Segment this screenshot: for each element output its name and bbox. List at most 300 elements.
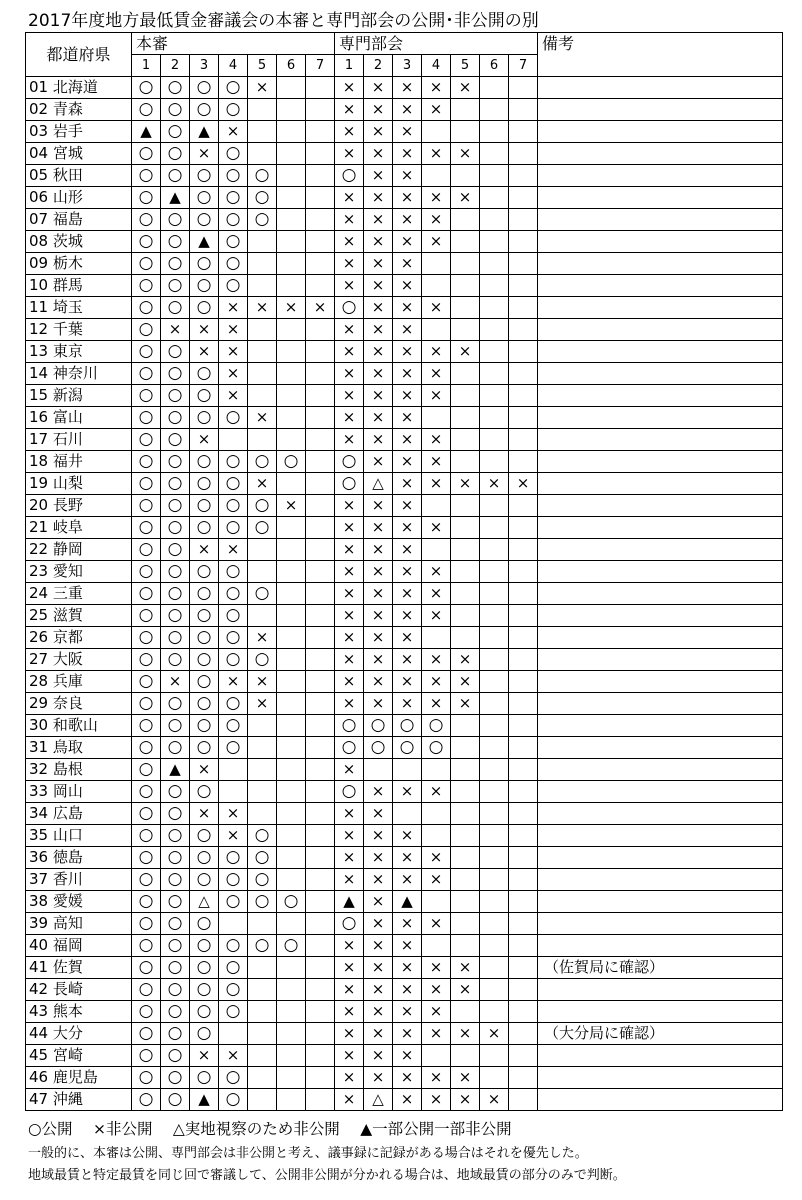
- senmon-cell: ×: [393, 407, 422, 429]
- honshin-cell: [277, 187, 306, 209]
- senmon-cell: [451, 209, 480, 231]
- senmon-cell: [480, 77, 509, 99]
- senmon-cell: [451, 1045, 480, 1067]
- senmon-cell: [422, 627, 451, 649]
- senmon-cell: ×: [335, 99, 364, 121]
- honshin-cell: [277, 1045, 306, 1067]
- senmon-cell: ×: [393, 649, 422, 671]
- senmon-cell: ×: [364, 957, 393, 979]
- senmon-cell: ×: [364, 209, 393, 231]
- senmon-cell: ×: [393, 957, 422, 979]
- honshin-cell: ○: [161, 935, 190, 957]
- note-cell: [538, 605, 783, 627]
- note-cell: [538, 825, 783, 847]
- honshin-cell: [277, 209, 306, 231]
- prefecture-cell: 47 沖縄: [26, 1089, 132, 1111]
- honshin-cell: ○: [219, 869, 248, 891]
- honshin-cell: [277, 1067, 306, 1089]
- senmon-cell: [480, 825, 509, 847]
- senmon-cell: ×: [335, 231, 364, 253]
- senmon-cell: [451, 913, 480, 935]
- senmon-cell: ×: [335, 253, 364, 275]
- senmon-cell: ×: [422, 913, 451, 935]
- senmon-cell: [422, 803, 451, 825]
- honshin-cell: [277, 77, 306, 99]
- senmon-cell: ×: [364, 781, 393, 803]
- honshin-cell: ○: [190, 935, 219, 957]
- senmon-cell: ×: [509, 473, 538, 495]
- senmon-cell: [509, 319, 538, 341]
- senmon-cell: ×: [393, 693, 422, 715]
- senmon-cell: ○: [422, 737, 451, 759]
- honshin-cell: [306, 363, 335, 385]
- honshin-cell: ○: [132, 99, 161, 121]
- senmon-cell: [509, 1001, 538, 1023]
- honshin-cell: ○: [190, 473, 219, 495]
- senmon-cell: [480, 231, 509, 253]
- honshin-cell: [306, 979, 335, 1001]
- senmon-cell: ×: [422, 583, 451, 605]
- senmon-cell: [480, 649, 509, 671]
- honshin-cell: ○: [132, 605, 161, 627]
- prefecture-cell: 01 北海道: [26, 77, 132, 99]
- honshin-cell: ○: [161, 561, 190, 583]
- senmon-cell: ×: [422, 1001, 451, 1023]
- senmon-cell: [509, 957, 538, 979]
- honshin-cell: ×: [248, 407, 277, 429]
- note-cell: [538, 561, 783, 583]
- honshin-cell: [248, 957, 277, 979]
- senmon-cell: ×: [393, 539, 422, 561]
- senmon-cell: [509, 407, 538, 429]
- note-cell: [538, 583, 783, 605]
- honshin-cell: ×: [219, 341, 248, 363]
- senmon-cell: ×: [364, 605, 393, 627]
- honshin-cell: [277, 363, 306, 385]
- table-row: [26, 605, 783, 627]
- table-row: [26, 671, 783, 693]
- senmon-cell: ×: [364, 297, 393, 319]
- honshin-cell: ○: [132, 319, 161, 341]
- prefecture-cell: 28 兵庫: [26, 671, 132, 693]
- note-cell: [538, 913, 783, 935]
- senmon-cell: ×: [335, 693, 364, 715]
- senmon-cell: [422, 1045, 451, 1067]
- honshin-cell: ○: [161, 473, 190, 495]
- senmon-cell: ×: [364, 143, 393, 165]
- note-cell: [538, 473, 783, 495]
- honshin-cell: [248, 1045, 277, 1067]
- note-cell: [538, 319, 783, 341]
- senmon-cell: ×: [364, 825, 393, 847]
- honshin-cell: ▲: [161, 187, 190, 209]
- senmon-cell: ×: [364, 627, 393, 649]
- honshin-cell: ▲: [190, 231, 219, 253]
- note-cell: [538, 803, 783, 825]
- senmon-cell: ×: [422, 429, 451, 451]
- honshin-cell: ×: [248, 693, 277, 715]
- honshin-cell: ○: [190, 1067, 219, 1089]
- honshin-cell: [277, 1001, 306, 1023]
- note-cell: [538, 979, 783, 1001]
- prefecture-cell: 38 愛媛: [26, 891, 132, 913]
- honshin-cell: ×: [219, 319, 248, 341]
- senmon-cell: ×: [422, 781, 451, 803]
- senmon-cell: [509, 583, 538, 605]
- senmon-cell: ×: [335, 517, 364, 539]
- honshin-cell: ○: [277, 935, 306, 957]
- prefecture-cell: 14 神奈川: [26, 363, 132, 385]
- senmon-cell: △: [364, 473, 393, 495]
- honshin-cell: ○: [190, 1023, 219, 1045]
- honshin-cell: [306, 1067, 335, 1089]
- senmon-cell: [451, 99, 480, 121]
- honshin-cell: ×: [248, 473, 277, 495]
- senmon-cell: ×: [422, 517, 451, 539]
- senmon-cell: ×: [393, 187, 422, 209]
- senmon-cell: ×: [364, 385, 393, 407]
- honshin-cell: ×: [161, 671, 190, 693]
- honshin-cell: [277, 385, 306, 407]
- table-row: [26, 869, 783, 891]
- prefecture-cell: 36 徳島: [26, 847, 132, 869]
- senmon-cell: ×: [393, 627, 422, 649]
- senmon-cell: ×: [364, 803, 393, 825]
- honshin-cell: [219, 429, 248, 451]
- senmon-cell: ×: [364, 121, 393, 143]
- honshin-cell: [277, 649, 306, 671]
- senmon-cell: [509, 1067, 538, 1089]
- senmon-cell: ×: [393, 99, 422, 121]
- senmon-cell: [509, 1023, 538, 1045]
- honshin-cell: ○: [161, 891, 190, 913]
- senmon-cell: [509, 429, 538, 451]
- table-row: [26, 781, 783, 803]
- senmon-cell: ×: [335, 825, 364, 847]
- prefecture-cell: 13 東京: [26, 341, 132, 363]
- honshin-cell: ○: [219, 1067, 248, 1089]
- note-cell: [538, 385, 783, 407]
- prefecture-cell: 39 高知: [26, 913, 132, 935]
- honshin-cell: ○: [161, 913, 190, 935]
- senmon-cell: [480, 451, 509, 473]
- honshin-cell: ○: [219, 407, 248, 429]
- honshin-cell: ○: [248, 451, 277, 473]
- honshin-cell: [306, 1045, 335, 1067]
- senmon-cell: ×: [335, 1001, 364, 1023]
- honshin-cell: ○: [190, 253, 219, 275]
- prefecture-cell: 26 京都: [26, 627, 132, 649]
- senmon-cell: ×: [422, 671, 451, 693]
- senmon-cell: ○: [335, 473, 364, 495]
- table-row: [26, 583, 783, 605]
- senmon-cell: ×: [335, 1045, 364, 1067]
- honshin-cell: [248, 979, 277, 1001]
- honshin-cell: ○: [161, 979, 190, 1001]
- senmon-number-1: 1: [335, 55, 364, 77]
- honshin-cell: ×: [219, 297, 248, 319]
- table-row: [26, 759, 783, 781]
- honshin-cell: ○: [219, 253, 248, 275]
- note-cell: [538, 143, 783, 165]
- prefecture-cell: 07 福島: [26, 209, 132, 231]
- senmon-cell: ×: [393, 495, 422, 517]
- honshin-cell: ○: [161, 1001, 190, 1023]
- senmon-cell: ×: [364, 165, 393, 187]
- honshin-cell: [219, 913, 248, 935]
- senmon-cell: ×: [393, 297, 422, 319]
- senmon-cell: ×: [393, 143, 422, 165]
- honshin-cell: ○: [219, 891, 248, 913]
- table-row: [26, 627, 783, 649]
- senmon-cell: [480, 935, 509, 957]
- senmon-cell: [480, 605, 509, 627]
- note-cell: [538, 407, 783, 429]
- senmon-cell: ×: [393, 319, 422, 341]
- senmon-cell: ×: [422, 1067, 451, 1089]
- senmon-cell: [509, 781, 538, 803]
- honshin-cell: [306, 759, 335, 781]
- honshin-cell: ○: [132, 1045, 161, 1067]
- honshin-cell: ○: [132, 297, 161, 319]
- senmon-cell: [509, 99, 538, 121]
- senmon-cell: [509, 759, 538, 781]
- senmon-cell: [422, 121, 451, 143]
- senmon-cell: ×: [393, 385, 422, 407]
- honshin-cell: ○: [219, 627, 248, 649]
- honshin-cell: ×: [190, 539, 219, 561]
- honshin-cell: ○: [219, 847, 248, 869]
- senmon-cell: [509, 209, 538, 231]
- senmon-cell: ×: [393, 451, 422, 473]
- senmon-cell: ×: [335, 1067, 364, 1089]
- senmon-cell: [480, 517, 509, 539]
- honshin-cell: ○: [190, 1001, 219, 1023]
- prefecture-cell: 12 千葉: [26, 319, 132, 341]
- senmon-cell: [480, 627, 509, 649]
- note-cell: [538, 231, 783, 253]
- prefecture-cell: 05 秋田: [26, 165, 132, 187]
- honshin-cell: ○: [161, 517, 190, 539]
- honshin-cell: ○: [219, 275, 248, 297]
- senmon-cell: [393, 803, 422, 825]
- senmon-cell: ×: [422, 451, 451, 473]
- senmon-cell: [451, 737, 480, 759]
- honshin-cell: [306, 803, 335, 825]
- honshin-cell: [219, 759, 248, 781]
- senmon-cell: [480, 737, 509, 759]
- prefecture-cell: 06 山形: [26, 187, 132, 209]
- honshin-header: 本審: [132, 33, 335, 55]
- honshin-cell: ○: [132, 759, 161, 781]
- table-row: [26, 891, 783, 913]
- senmon-cell: ×: [335, 627, 364, 649]
- honshin-cell: ○: [132, 847, 161, 869]
- honshin-cell: [306, 1023, 335, 1045]
- senmon-cell: [451, 429, 480, 451]
- table-row: [26, 649, 783, 671]
- senmon-cell: [422, 891, 451, 913]
- prefecture-cell: 30 和歌山: [26, 715, 132, 737]
- senmon-cell: ×: [422, 605, 451, 627]
- prefecture-cell: 34 広島: [26, 803, 132, 825]
- senmon-cell: [480, 693, 509, 715]
- senmon-cell: [480, 891, 509, 913]
- table-row: [26, 1089, 783, 1111]
- senmon-cell: ○: [364, 715, 393, 737]
- senmon-cell: ×: [393, 1001, 422, 1023]
- honshin-cell: ○: [190, 561, 219, 583]
- table-row: [26, 1067, 783, 1089]
- honshin-cell: ○: [190, 495, 219, 517]
- senmon-cell: ×: [422, 143, 451, 165]
- honshin-cell: ○: [132, 825, 161, 847]
- table-row: [26, 1001, 783, 1023]
- senmon-cell: ×: [393, 209, 422, 231]
- honshin-cell: ×: [277, 297, 306, 319]
- prefecture-cell: 09 栃木: [26, 253, 132, 275]
- senmon-cell: ×: [393, 517, 422, 539]
- honshin-cell: [248, 143, 277, 165]
- honshin-cell: [277, 715, 306, 737]
- honshin-cell: [248, 385, 277, 407]
- prefecture-cell: 44 大分: [26, 1023, 132, 1045]
- honshin-cell: ○: [248, 869, 277, 891]
- prefecture-cell: 02 青森: [26, 99, 132, 121]
- honshin-cell: [306, 1001, 335, 1023]
- note-cell: [538, 891, 783, 913]
- honshin-cell: ○: [161, 1045, 190, 1067]
- honshin-cell: ○: [219, 605, 248, 627]
- honshin-cell: [306, 1089, 335, 1111]
- senmon-cell: ○: [364, 737, 393, 759]
- honshin-cell: [277, 957, 306, 979]
- honshin-cell: [277, 605, 306, 627]
- honshin-cell: [248, 715, 277, 737]
- senmon-cell: [422, 935, 451, 957]
- senmon-cell: [480, 715, 509, 737]
- honshin-cell: [248, 759, 277, 781]
- senmon-cell: [480, 869, 509, 891]
- senmon-cell: [364, 759, 393, 781]
- honshin-cell: ○: [219, 209, 248, 231]
- honshin-cell: ○: [248, 517, 277, 539]
- senmon-cell: ×: [422, 385, 451, 407]
- honshin-cell: [306, 451, 335, 473]
- table-row: [26, 561, 783, 583]
- senmon-cell: [451, 495, 480, 517]
- honshin-cell: ×: [219, 825, 248, 847]
- honshin-cell: [306, 605, 335, 627]
- senmon-cell: ×: [335, 363, 364, 385]
- senmon-cell: ×: [364, 561, 393, 583]
- honshin-cell: ○: [219, 143, 248, 165]
- senmon-cell: ×: [364, 429, 393, 451]
- senmon-cell: [509, 693, 538, 715]
- senmon-cell: [480, 671, 509, 693]
- senmon-cell: [451, 275, 480, 297]
- prefecture-cell: 45 宮崎: [26, 1045, 132, 1067]
- senmon-cell: [509, 671, 538, 693]
- senmon-cell: ○: [335, 913, 364, 935]
- senmon-cell: [451, 847, 480, 869]
- senmon-cell: [480, 99, 509, 121]
- note-cell: [538, 275, 783, 297]
- prefecture-cell: 46 鹿児島: [26, 1067, 132, 1089]
- honshin-cell: ○: [132, 253, 161, 275]
- prefecture-cell: 03 岩手: [26, 121, 132, 143]
- honshin-cell: ○: [190, 209, 219, 231]
- table-row: [26, 693, 783, 715]
- prefecture-cell: 10 群馬: [26, 275, 132, 297]
- honshin-cell: [277, 1089, 306, 1111]
- senmon-cell: [480, 847, 509, 869]
- prefecture-cell: 29 奈良: [26, 693, 132, 715]
- honshin-cell: ○: [132, 715, 161, 737]
- honshin-cell: ○: [132, 957, 161, 979]
- senmon-cell: [451, 253, 480, 275]
- senmon-cell: [451, 803, 480, 825]
- senmon-cell: △: [364, 1089, 393, 1111]
- honshin-cell: ×: [190, 341, 219, 363]
- honshin-cell: [248, 781, 277, 803]
- senmon-cell: [509, 869, 538, 891]
- senmon-cell: [509, 561, 538, 583]
- senmon-cell: [509, 451, 538, 473]
- note-cell: [538, 935, 783, 957]
- honshin-cell: [306, 847, 335, 869]
- note-cell: （大分局に確認）: [538, 1023, 783, 1045]
- honshin-cell: [306, 825, 335, 847]
- senmon-cell: ×: [364, 517, 393, 539]
- honshin-cell: [248, 275, 277, 297]
- honshin-cell: [277, 671, 306, 693]
- senmon-cell: ×: [335, 935, 364, 957]
- note-cell: [538, 649, 783, 671]
- senmon-cell: [509, 1045, 538, 1067]
- senmon-cell: [509, 715, 538, 737]
- honshin-cell: ○: [190, 297, 219, 319]
- honshin-cell: ×: [161, 319, 190, 341]
- note-cell: [538, 209, 783, 231]
- prefecture-cell: 32 島根: [26, 759, 132, 781]
- honshin-cell: ○: [190, 275, 219, 297]
- honshin-cell: ×: [248, 297, 277, 319]
- senmon-cell: ×: [393, 561, 422, 583]
- senmon-cell: ▲: [335, 891, 364, 913]
- table-row: [26, 539, 783, 561]
- note-cell: [538, 121, 783, 143]
- honshin-cell: [306, 869, 335, 891]
- legend: ○公開 ×非公開 △実地視察のため非公開 ▲一部公開一部非公開: [28, 1120, 512, 1138]
- senmon-cell: ×: [364, 407, 393, 429]
- honshin-cell: ×: [190, 429, 219, 451]
- honshin-cell: ○: [219, 1089, 248, 1111]
- honshin-cell: [277, 847, 306, 869]
- honshin-cell: ○: [248, 847, 277, 869]
- senmon-cell: [480, 913, 509, 935]
- honshin-cell: ○: [132, 1001, 161, 1023]
- senmon-cell: ×: [335, 671, 364, 693]
- senmon-cell: ×: [393, 913, 422, 935]
- honshin-cell: [306, 891, 335, 913]
- honshin-cell: ▲: [190, 1089, 219, 1111]
- senmon-cell: ×: [393, 583, 422, 605]
- honshin-cell: [277, 803, 306, 825]
- senmon-cell: ×: [393, 1089, 422, 1111]
- header-row: [26, 33, 783, 55]
- prefecture-cell: 33 岡山: [26, 781, 132, 803]
